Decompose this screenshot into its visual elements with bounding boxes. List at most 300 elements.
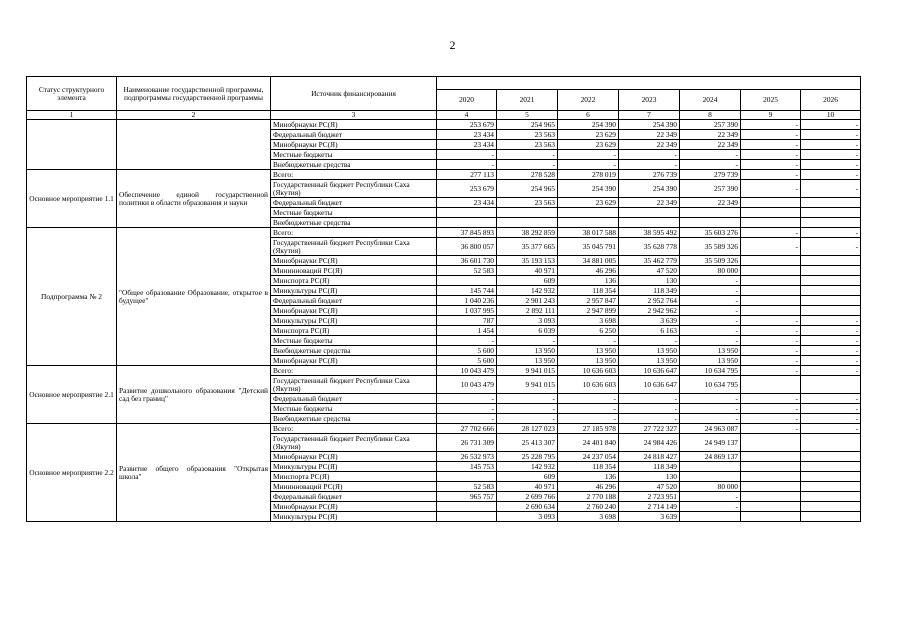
amount-cell: -: [801, 238, 861, 256]
amount-cell: 254 965: [497, 180, 558, 198]
amount-cell: 2 723 951: [619, 492, 680, 502]
structural-element-status: Подпрограмма № 2: [27, 228, 117, 366]
amount-cell: -: [741, 130, 801, 140]
amount-cell: 3 639: [619, 512, 680, 522]
amount-cell: [741, 512, 801, 522]
funding-source: Мининноваций РС(Я): [271, 482, 437, 492]
amount-cell: -: [801, 404, 861, 414]
amount-cell: [741, 286, 801, 296]
funding-source: Внебюджетные средства: [271, 346, 437, 356]
amount-cell: [801, 502, 861, 512]
table-body: [27, 120, 861, 522]
amount-cell: 23 434: [437, 140, 497, 150]
amount-cell: -: [801, 150, 861, 160]
amount-cell: -: [497, 336, 558, 346]
amount-cell: 136: [558, 472, 619, 482]
table-row: [27, 228, 861, 238]
amount-cell: [801, 376, 861, 394]
amount-cell: 10 636 603: [558, 376, 619, 394]
funding-source: Федеральный бюджет: [271, 394, 437, 404]
amount-cell: 24 963 087: [680, 424, 741, 434]
amount-cell: -: [437, 414, 497, 424]
amount-cell: [801, 296, 861, 306]
amount-cell: 22 349: [680, 130, 741, 140]
amount-cell: 276 739: [619, 170, 680, 180]
amount-cell: [741, 452, 801, 462]
amount-cell: [741, 276, 801, 286]
amount-cell: [741, 482, 801, 492]
amount-cell: 80 000: [680, 482, 741, 492]
amount-cell: [437, 502, 497, 512]
amount-cell: -: [680, 296, 741, 306]
amount-cell: [680, 472, 741, 482]
amount-cell: 257 390: [680, 180, 741, 198]
amount-cell: -: [801, 170, 861, 180]
amount-cell: -: [741, 316, 801, 326]
funding-source: Минобрнауки РС(Я): [271, 452, 437, 462]
amount-cell: [437, 276, 497, 286]
amount-cell: 3 698: [558, 316, 619, 326]
amount-cell: 142 932: [497, 462, 558, 472]
funding-source: Всего:: [271, 228, 437, 238]
amount-cell: 52 583: [437, 266, 497, 276]
amount-cell: -: [801, 424, 861, 434]
header-year-2023: 2023: [619, 90, 680, 111]
funding-source: Минспорта РС(Я): [271, 276, 437, 286]
amount-cell: -: [741, 228, 801, 238]
program-name: [117, 120, 271, 170]
funding-source: Федеральный бюджет: [271, 492, 437, 502]
amount-cell: -: [680, 306, 741, 316]
amount-cell: -: [801, 366, 861, 376]
amount-cell: 6 039: [497, 326, 558, 336]
amount-cell: [801, 256, 861, 266]
amount-cell: [801, 452, 861, 462]
amount-cell: 2 957 847: [558, 296, 619, 306]
amount-cell: 13 950: [619, 356, 680, 366]
amount-cell: [741, 492, 801, 502]
amount-cell: 277 113: [437, 170, 497, 180]
amount-cell: 24 401 840: [558, 434, 619, 452]
amount-cell: 5 600: [437, 356, 497, 366]
amount-cell: 118 354: [558, 286, 619, 296]
amount-cell: [741, 376, 801, 394]
amount-cell: 24 818 427: [619, 452, 680, 462]
amount-cell: 38 017 588: [558, 228, 619, 238]
header-source: Источник финансирования: [271, 77, 437, 111]
funding-source: Минкультуры РС(Я): [271, 512, 437, 522]
amount-cell: 3 093: [497, 316, 558, 326]
amount-cell: -: [437, 404, 497, 414]
amount-cell: 3 093: [497, 512, 558, 522]
amount-cell: [801, 276, 861, 286]
amount-cell: [680, 462, 741, 472]
amount-cell: -: [741, 424, 801, 434]
funding-source: Местные бюджеты: [271, 208, 437, 218]
amount-cell: 2 952 764: [619, 296, 680, 306]
amount-cell: [741, 296, 801, 306]
amount-cell: -: [741, 394, 801, 404]
amount-cell: -: [741, 404, 801, 414]
funding-source: Всего:: [271, 424, 437, 434]
table-header: [27, 77, 861, 120]
amount-cell: 28 127 023: [497, 424, 558, 434]
funding-source: Всего:: [271, 366, 437, 376]
amount-cell: 34 881 005: [558, 256, 619, 266]
amount-cell: -: [558, 414, 619, 424]
financing-table: [26, 76, 861, 522]
funding-source: Местные бюджеты: [271, 150, 437, 160]
amount-cell: 2 947 899: [558, 306, 619, 316]
amount-cell: 787: [437, 316, 497, 326]
amount-cell: 278 528: [497, 170, 558, 180]
header-year-2024: 2024: [680, 90, 741, 111]
amount-cell: 25 228 795: [497, 452, 558, 462]
amount-cell: 1 040 236: [437, 296, 497, 306]
amount-cell: 279 739: [680, 170, 741, 180]
amount-cell: -: [619, 150, 680, 160]
amount-cell: 36 601 730: [437, 256, 497, 266]
amount-cell: [741, 462, 801, 472]
amount-cell: 2 690 634: [497, 502, 558, 512]
amount-cell: [619, 208, 680, 218]
amount-cell: -: [741, 180, 801, 198]
amount-cell: 6 163: [619, 326, 680, 336]
amount-cell: 130: [619, 472, 680, 482]
amount-cell: 5 600: [437, 346, 497, 356]
amount-cell: 46 296: [558, 482, 619, 492]
amount-cell: -: [801, 130, 861, 140]
amount-cell: -: [741, 140, 801, 150]
column-number: 2: [117, 111, 271, 120]
column-number: 6: [558, 111, 619, 120]
amount-cell: 609: [497, 472, 558, 482]
funding-source: Внебюджетные средства: [271, 414, 437, 424]
amount-cell: [437, 218, 497, 228]
amount-cell: -: [680, 502, 741, 512]
amount-cell: 35 193 153: [497, 256, 558, 266]
column-number-row: [27, 111, 861, 120]
amount-cell: -: [558, 336, 619, 346]
amount-cell: 13 950: [497, 356, 558, 366]
amount-cell: [801, 306, 861, 316]
amount-cell: -: [801, 336, 861, 346]
amount-cell: -: [680, 492, 741, 502]
funding-source: Федеральный бюджет: [271, 296, 437, 306]
amount-cell: [801, 208, 861, 218]
amount-cell: 278 019: [558, 170, 619, 180]
amount-cell: [558, 208, 619, 218]
amount-cell: 2 714 149: [619, 502, 680, 512]
header-name: Наименование государственной программы, подпрограммы государственной программы: [117, 77, 271, 111]
funding-source: Минобрнауки РС(Я): [271, 120, 437, 130]
amount-cell: -: [680, 414, 741, 424]
amount-cell: -: [497, 160, 558, 170]
amount-cell: 37 845 893: [437, 228, 497, 238]
funding-source: Федеральный бюджет: [271, 198, 437, 208]
amount-cell: -: [741, 414, 801, 424]
column-number: 8: [680, 111, 741, 120]
amount-cell: [437, 208, 497, 218]
amount-cell: 9 941 015: [497, 376, 558, 394]
amount-cell: 2 942 962: [619, 306, 680, 316]
amount-cell: 24 984 426: [619, 434, 680, 452]
amount-cell: -: [437, 336, 497, 346]
amount-cell: 26 731 309: [437, 434, 497, 452]
amount-cell: [801, 434, 861, 452]
amount-cell: -: [558, 404, 619, 414]
amount-cell: 2 699 766: [497, 492, 558, 502]
amount-cell: 35 603 276: [680, 228, 741, 238]
column-number: 3: [271, 111, 437, 120]
amount-cell: 38 595 492: [619, 228, 680, 238]
amount-cell: 130: [619, 276, 680, 286]
amount-cell: 27 722 327: [619, 424, 680, 434]
amount-cell: 23 434: [437, 198, 497, 208]
structural-element-status: [27, 120, 117, 170]
amount-cell: [680, 218, 741, 228]
amount-cell: -: [619, 394, 680, 404]
amount-cell: -: [619, 404, 680, 414]
amount-cell: 23 563: [497, 140, 558, 150]
structural-element-status: Основное мероприятие 1.1: [27, 170, 117, 228]
amount-cell: 254 965: [497, 120, 558, 130]
amount-cell: [680, 208, 741, 218]
amount-cell: -: [801, 414, 861, 424]
program-name: Обеспечение единой государственной политики в области образования и науки: [117, 170, 271, 228]
page-number: 2: [449, 38, 456, 52]
amount-cell: [741, 198, 801, 208]
header-status: Статус структурного элемента: [27, 77, 117, 111]
funding-source: Местные бюджеты: [271, 404, 437, 414]
amount-cell: 10 636 647: [619, 376, 680, 394]
structural-element-status: Основное мероприятие 2.1: [27, 366, 117, 424]
amount-cell: 35 628 778: [619, 238, 680, 256]
table-row: [27, 170, 861, 180]
amount-cell: [619, 218, 680, 228]
funding-source: Минкультуры РС(Я): [271, 316, 437, 326]
amount-cell: 80 000: [680, 266, 741, 276]
column-number: 4: [437, 111, 497, 120]
funding-source: Минспорта РС(Я): [271, 326, 437, 336]
amount-cell: -: [558, 160, 619, 170]
column-number: 10: [801, 111, 861, 120]
amount-cell: 254 390: [619, 120, 680, 130]
amount-cell: 254 390: [619, 180, 680, 198]
amount-cell: -: [497, 414, 558, 424]
amount-cell: 9 941 015: [497, 366, 558, 376]
amount-cell: 13 950: [558, 356, 619, 366]
funding-source: Мининноваций РС(Я): [271, 266, 437, 276]
amount-cell: -: [801, 394, 861, 404]
funding-source: Внебюджетные средства: [271, 218, 437, 228]
amount-cell: 13 950: [619, 346, 680, 356]
amount-cell: [741, 502, 801, 512]
amount-cell: [497, 208, 558, 218]
amount-cell: -: [801, 160, 861, 170]
amount-cell: 136: [558, 276, 619, 286]
funding-source: Минобрнауки РС(Я): [271, 306, 437, 316]
amount-cell: 118 354: [558, 462, 619, 472]
column-number: 5: [497, 111, 558, 120]
header-year-2025: 2025: [741, 90, 801, 111]
amount-cell: 10 636 647: [619, 366, 680, 376]
amount-cell: [741, 256, 801, 266]
amount-cell: 24 237 054: [558, 452, 619, 462]
amount-cell: -: [801, 140, 861, 150]
program-name: Развитие дошкольного образования "Детский сад без границ": [117, 366, 271, 424]
amount-cell: -: [680, 286, 741, 296]
amount-cell: 6 250: [558, 326, 619, 336]
amount-cell: -: [619, 414, 680, 424]
amount-cell: 254 390: [558, 180, 619, 198]
amount-cell: 10 043 479: [437, 366, 497, 376]
amount-cell: -: [741, 170, 801, 180]
amount-cell: -: [741, 366, 801, 376]
amount-cell: 10 634 795: [680, 366, 741, 376]
amount-cell: 2 901 243: [497, 296, 558, 306]
amount-cell: [801, 218, 861, 228]
header-year-2020: 2020: [437, 90, 497, 111]
amount-cell: -: [680, 394, 741, 404]
funding-source: Федеральный бюджет: [271, 130, 437, 140]
table-row: [27, 366, 861, 376]
table-row: [27, 120, 861, 130]
amount-cell: 1 454: [437, 326, 497, 336]
amount-cell: -: [801, 120, 861, 130]
program-name: "Общее образование Образование, открытое в будущее": [117, 228, 271, 366]
amount-cell: -: [680, 336, 741, 346]
amount-cell: -: [741, 336, 801, 346]
funding-source: Минобрнауки РС(Я): [271, 356, 437, 366]
amount-cell: 965 757: [437, 492, 497, 502]
amount-cell: -: [680, 150, 741, 160]
funding-source: Минкультуры РС(Я): [271, 286, 437, 296]
column-number: 7: [619, 111, 680, 120]
amount-cell: 26 532 973: [437, 452, 497, 462]
amount-cell: -: [680, 160, 741, 170]
amount-cell: 22 349: [619, 140, 680, 150]
amount-cell: 3 698: [558, 512, 619, 522]
amount-cell: 47 520: [619, 266, 680, 276]
amount-cell: 23 629: [558, 198, 619, 208]
amount-cell: 40 971: [497, 482, 558, 492]
amount-cell: [558, 218, 619, 228]
amount-cell: 22 349: [680, 198, 741, 208]
amount-cell: [801, 286, 861, 296]
amount-cell: [801, 482, 861, 492]
funding-source: Внебюджетные средства: [271, 160, 437, 170]
amount-cell: -: [741, 326, 801, 336]
amount-cell: 23 434: [437, 130, 497, 140]
funding-source: Государственный бюджет Республики Саха (Якутия): [271, 434, 437, 452]
amount-cell: -: [619, 336, 680, 346]
header-years-band: [437, 77, 861, 90]
amount-cell: -: [437, 150, 497, 160]
amount-cell: [497, 218, 558, 228]
amount-cell: -: [801, 316, 861, 326]
amount-cell: 2 770 188: [558, 492, 619, 502]
funding-source: Государственный бюджет Республики Саха (Якутия): [271, 238, 437, 256]
amount-cell: 23 563: [497, 130, 558, 140]
amount-cell: -: [680, 326, 741, 336]
amount-cell: 35 045 791: [558, 238, 619, 256]
amount-cell: 13 950: [680, 356, 741, 366]
amount-cell: -: [497, 404, 558, 414]
amount-cell: -: [741, 238, 801, 256]
amount-cell: -: [497, 394, 558, 404]
amount-cell: 36 800 057: [437, 238, 497, 256]
funding-source: Минспорта РС(Я): [271, 472, 437, 482]
amount-cell: -: [497, 150, 558, 160]
amount-cell: 40 971: [497, 266, 558, 276]
amount-cell: 22 349: [619, 198, 680, 208]
amount-cell: 145 744: [437, 286, 497, 296]
amount-cell: 142 932: [497, 286, 558, 296]
amount-cell: [741, 306, 801, 316]
amount-cell: -: [741, 346, 801, 356]
amount-cell: 145 753: [437, 462, 497, 472]
amount-cell: -: [558, 394, 619, 404]
funding-source: Минкультуры РС(Я): [271, 462, 437, 472]
amount-cell: 24 869 137: [680, 452, 741, 462]
amount-cell: 118 349: [619, 462, 680, 472]
amount-cell: [741, 434, 801, 452]
header-year-2022: 2022: [558, 90, 619, 111]
amount-cell: 24 949 137: [680, 434, 741, 452]
amount-cell: 13 950: [558, 346, 619, 356]
amount-cell: 22 349: [619, 130, 680, 140]
amount-cell: [437, 472, 497, 482]
amount-cell: 23 629: [558, 130, 619, 140]
amount-cell: -: [801, 356, 861, 366]
funding-source: Государственный бюджет Республики Саха (Якутия): [271, 180, 437, 198]
amount-cell: -: [741, 150, 801, 160]
amount-cell: 27 702 666: [437, 424, 497, 434]
amount-cell: [741, 472, 801, 482]
amount-cell: [801, 462, 861, 472]
amount-cell: -: [558, 150, 619, 160]
amount-cell: [801, 492, 861, 502]
amount-cell: 35 509 326: [680, 256, 741, 266]
amount-cell: 253 679: [437, 120, 497, 130]
amount-cell: -: [680, 404, 741, 414]
amount-cell: -: [801, 346, 861, 356]
amount-cell: -: [741, 356, 801, 366]
amount-cell: 38 292 859: [497, 228, 558, 238]
header-year-2021: 2021: [497, 90, 558, 111]
amount-cell: -: [801, 326, 861, 336]
amount-cell: 35 377 665: [497, 238, 558, 256]
header-year-2026: 2026: [801, 90, 861, 111]
amount-cell: -: [801, 228, 861, 238]
amount-cell: [741, 208, 801, 218]
amount-cell: 25 413 307: [497, 434, 558, 452]
amount-cell: 23 629: [558, 140, 619, 150]
structural-element-status: Основное мероприятие 2.2: [27, 424, 117, 522]
amount-cell: 52 583: [437, 482, 497, 492]
amount-cell: [741, 266, 801, 276]
funding-source: Государственный бюджет Республики Саха (Якутия): [271, 376, 437, 394]
amount-cell: -: [741, 160, 801, 170]
amount-cell: 35 462 779: [619, 256, 680, 266]
amount-cell: 13 950: [497, 346, 558, 356]
program-name: Развитие общего образования "Открытая школа": [117, 424, 271, 522]
funding-source: Местные бюджеты: [271, 336, 437, 346]
amount-cell: 10 636 603: [558, 366, 619, 376]
amount-cell: 257 390: [680, 120, 741, 130]
amount-cell: 13 950: [680, 346, 741, 356]
